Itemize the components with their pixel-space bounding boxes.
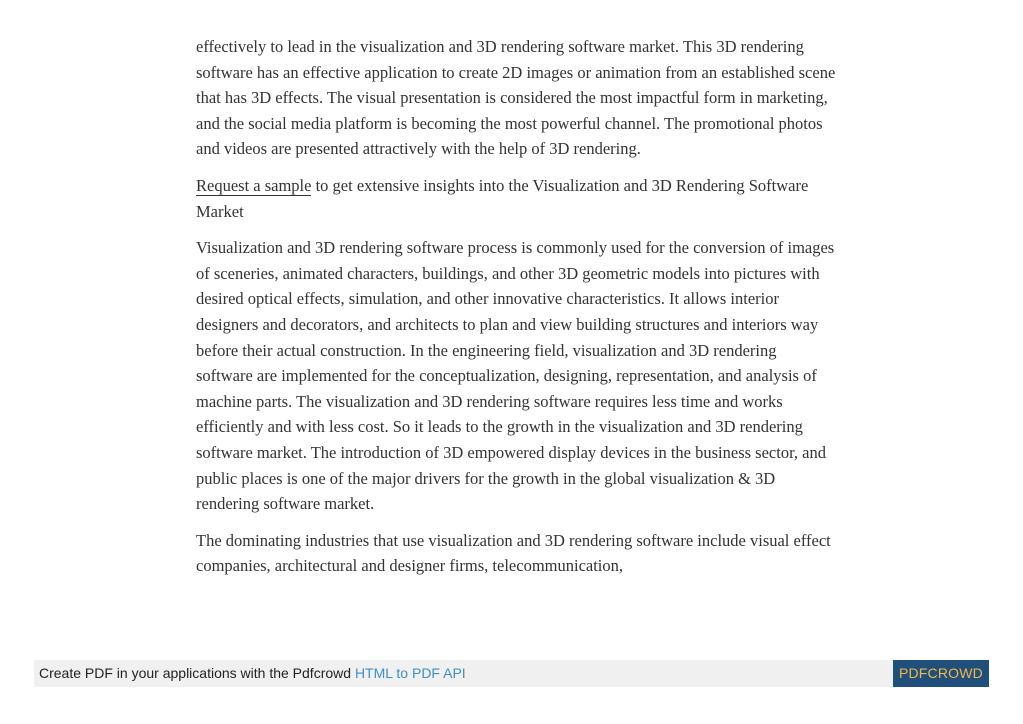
- paragraph-request-sample: [196, 173, 836, 224]
- paragraph-process: Visualization and 3D rendering software process is commonly used for the conversion of images of sceneries, animated characters, buildings, and other 3D geometric models into pictures with desired optical effects, simulation, and other innovative characteristics. It allows interior designers and decorators, and architects to plan and view building structures and interiors way before their actual construction. In the engineering field, visualization and 3D rendering software are implemented for the conceptualization, designing, representation, and analysis of machine parts. The visualization and 3D rendering software requires less time and works efficiently and with less cost. So it leads to the growth in the visualization and 3D rendering software market. The introduction of 3D empowered display devices in the business sector, and public places is one of the major drivers for the growth in the global visualization & 3D rendering software market.: [196, 238, 835, 514]
- footer-message: [39, 660, 466, 687]
- article-body: [196, 34, 836, 590]
- pdfcrowd-footer: [34, 660, 989, 687]
- pdfcrowd-badge[interactable]: PDFCROWD: [893, 660, 989, 687]
- paragraph-intro: effectively to lead in the visualization and 3D rendering software market. This 3D rendering software has an effective application to create 2D images or animation from an established scene that has 3D effects. The visual presentation is considered the most impactful form in marketing, and the social media platform is becoming the most powerful channel. The promotional photos and videos are presented attractively with the help of 3D rendering.: [196, 37, 836, 159]
- request-sample-text: to get extensive insights into the Visualization and 3D Rendering Software Market: [196, 175, 809, 221]
- request-sample-link[interactable]: Request a sample: [196, 175, 312, 195]
- paragraph-industries: The dominating industries that use visualization and 3D rendering software include visual effect companies, architectural and designer firms, telecommunication,: [196, 530, 831, 576]
- html-to-pdf-api-link[interactable]: HTML to PDF API: [354, 665, 466, 681]
- footer-text: Create PDF in your applications with the Pdfcrowd: [39, 665, 355, 681]
